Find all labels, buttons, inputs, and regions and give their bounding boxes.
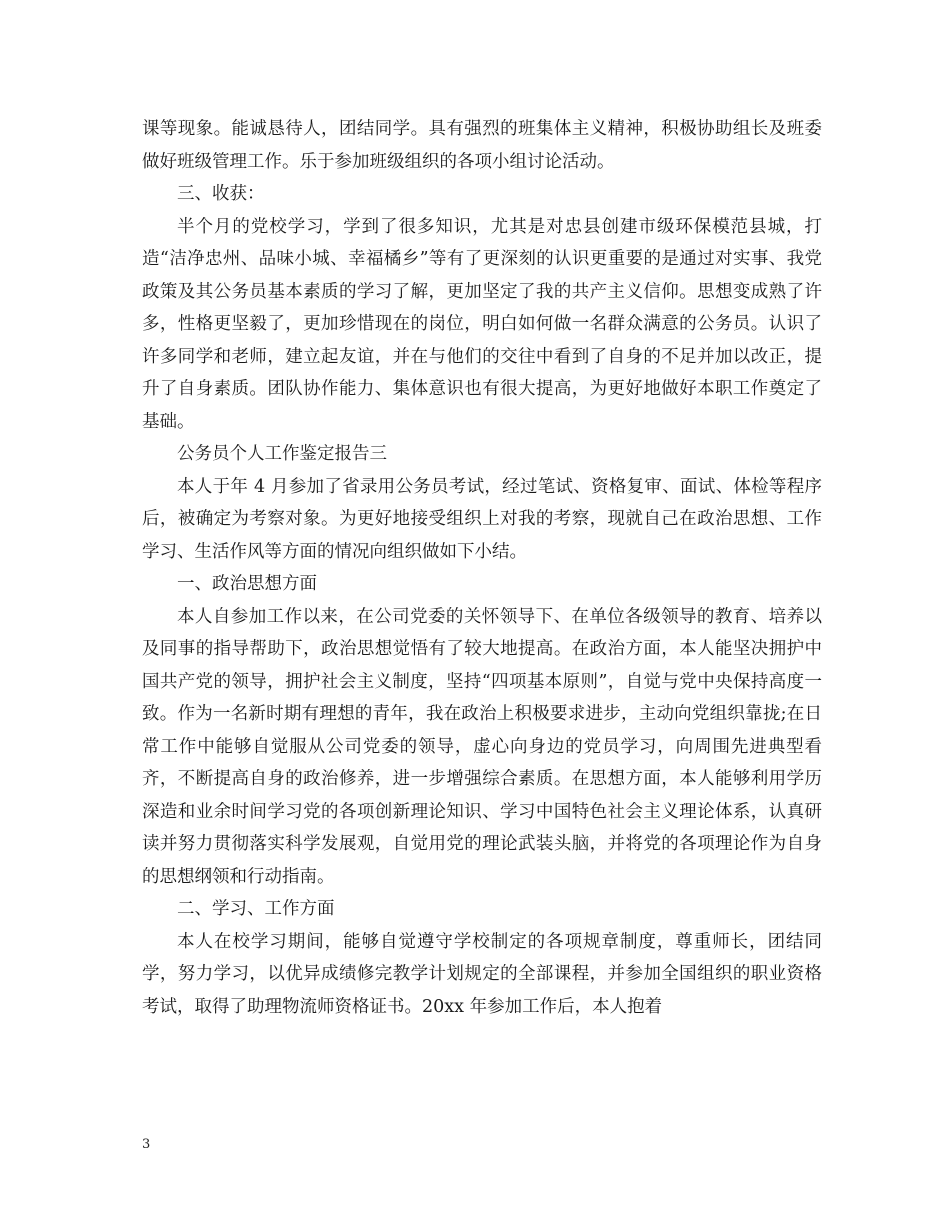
paragraph-intro: 本人于年 4 月参加了省录用公务员考试，经过笔试、资格复审、面试、体检等程序后，被确定为考察对象。为更好地接受组织上对我的考察，现就自己在政治思想、工作学习、生活作风等方面的情况向组织做如下小结。: [142, 476, 822, 562]
section-heading-political: 一、政治思想方面: [177, 574, 317, 594]
report-title: 公务员个人工作鉴定报告三: [177, 444, 387, 464]
page-number: 3: [142, 1137, 151, 1152]
paragraph-continuation: 课等现象。能诚恳待人，团结同学。具有强烈的班集体主义精神，积极协助组长及班委做好班级管理工作。乐于参加班级组织的各项小组讨论活动。: [142, 119, 822, 172]
section-heading-study-work: 二、学习、工作方面: [177, 899, 335, 919]
document-body: [142, 113, 822, 1023]
paragraph-study-work: 本人在校学习期间，能够自觉遵守学校制定的各项规章制度，尊重师长，团结同学，努力学习，以优异成绩修完教学计划规定的全部课程，并参加全国组织的职业资格考试，取得了助理物流师资格证书。20xx 年参加工作后，本人抱着: [142, 931, 822, 1017]
section-heading-harvest: 三、收获：: [177, 184, 265, 204]
paragraph-harvest: 半个月的党校学习，学到了很多知识，尤其是对忠县创建市级环保模范县城，打造“洁净忠州、品味小城、幸福橘乡”等有了更深刻的认识更重要的是通过对实事、我党政策及其公务员基本素质的学习了解，更加坚定了我的共产主义信仰。思想变成熟了许多，性格更坚毅了，更加珍惜现在的岗位，明白如何做一名群众满意的公务员。认识了许多同学和老师，建立起友谊，并在与他们的交往中看到了自身的不足并加以改正，提升了自身素质。团队协作能力、集体意识也有很大提高，为更好地做好本职工作奠定了基础。: [142, 216, 822, 432]
paragraph-political: 本人自参加工作以来，在公司党委的关怀领导下、在单位各级领导的教育、培养以及同事的指导帮助下，政治思想觉悟有了较大地提高。在政治方面，本人能坚决拥护中国共产党的领导，拥护社会主义制度，坚持“四项基本原则”，自觉与党中央保持高度一致。作为一名新时期有理想的青年，我在政治上积极要求进步，主动向党组织靠拢;在日常工作中能够自觉服从公司党委的领导，虚心向身边的党员学习，向周围先进典型看齐，不断提高自身的政治修养，进一步增强综合素质。在思想方面，本人能够利用学历深造和业余时间学习党的各项创新理论知识、学习中国特色社会主义理论体系，认真研读并努力贯彻落实科学发展观，自觉用党的理论武装头脑，并将党的各项理论作为自身的思想纲领和行动指南。: [142, 606, 822, 887]
